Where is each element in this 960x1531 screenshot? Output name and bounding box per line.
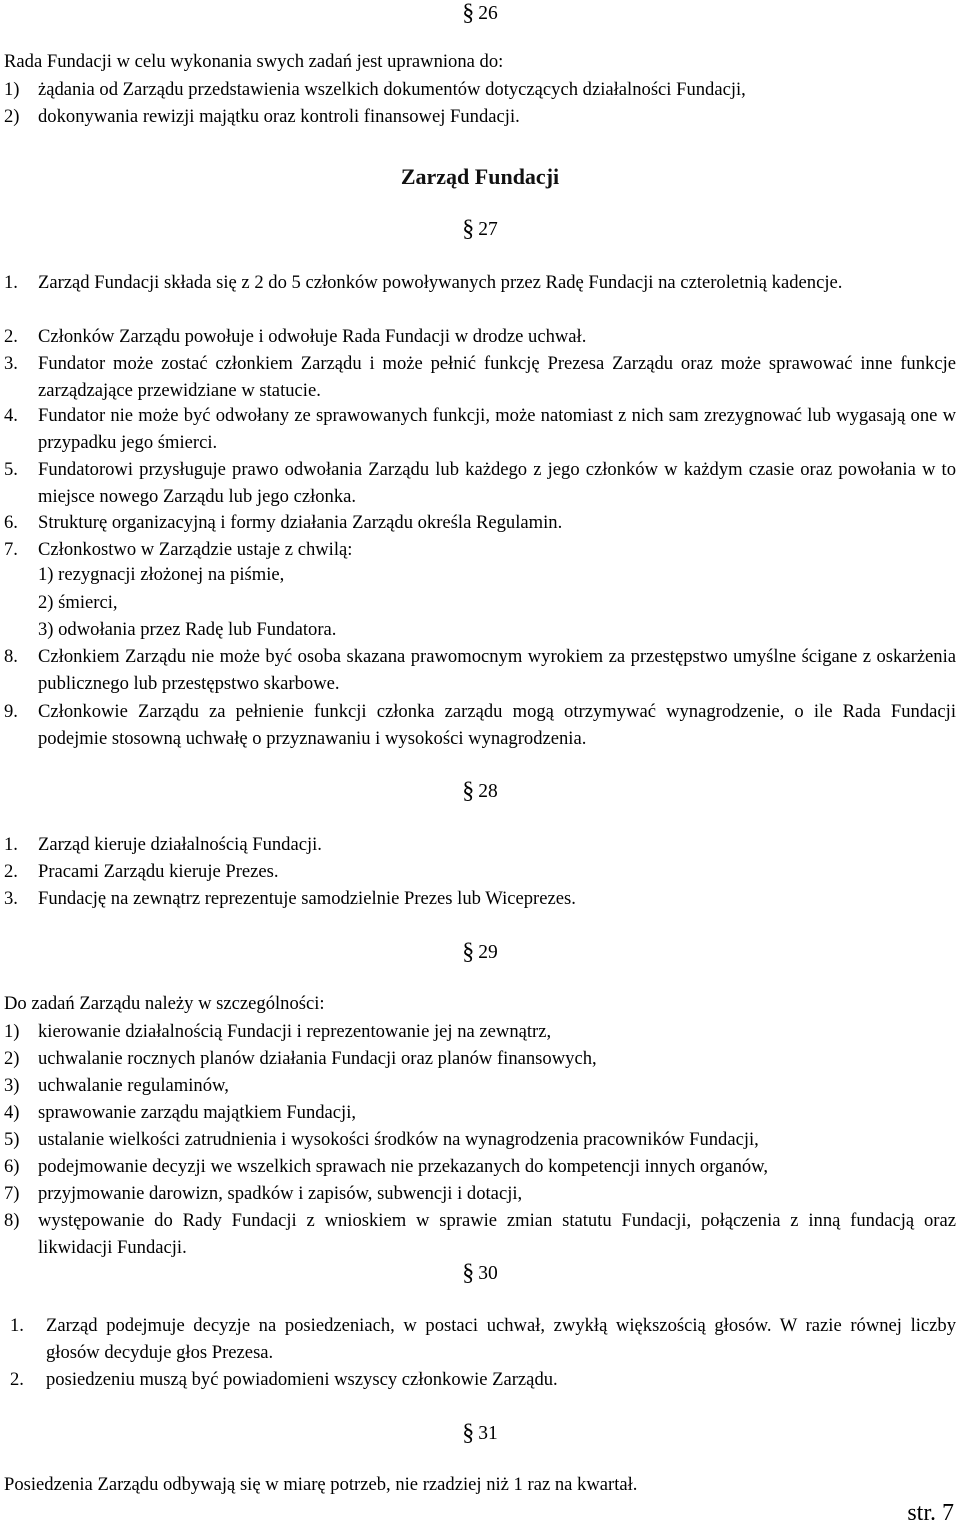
par31-text: Posiedzenia Zarządu odbywają się w miarę potrzeb, nie rzadziej niż 1 raz na kwartał.	[4, 1474, 638, 1495]
intro-lead: Rada Fundacji w celu wykonania swych zadań jest uprawniona do:	[4, 51, 504, 72]
section-26-heading: § 26	[462, 0, 498, 26]
par27-7-sub-1: 1) rezygnacji złożonej na piśmie,	[38, 564, 285, 585]
section-29-heading: § 29	[462, 939, 498, 965]
section-27-heading: § 27	[462, 216, 498, 242]
section-30-heading: § 30	[462, 1260, 498, 1286]
par29-lead: Do zadań Zarządu należy w szczególności:	[4, 993, 325, 1014]
section-31-heading: § 31	[462, 1420, 498, 1446]
par27-7-sub-2: 2) śmierci,	[38, 592, 118, 613]
document-page: § 26 Rada Fundacji w celu wykonania swych zadań jest uprawniona do: 1) żądania od Zarządu przedstawienia wszelkich dokumentów dotyczących działalności Fundacji, 2) dokonywania rewizji majątku oraz kontroli finansowej Fundacji. Zarząd Fundacji § 27 1. Zarząd Fundacji składa się z 2 do 5 członków powoływanych przez Radę Fundacji na czteroletnią kadencje. 2. Członków Zarządu powołuje i odwołuje Rada Fundacji w drodze uchwał. 3. Fundator może zostać członkiem Zarządu i może pełnić funkcję Prezesa Zarządu oraz może sprawować inne funkcje zarządzające przewidziane w statucie. 4. Fundator nie może być odwołany ze sprawowanych funkcji, może natomiast z nich sam zrezygnować lub wygasają one w przypadku jego śmierci. 5. Fundatorowi przysługuje prawo odwołania Zarządu lub każdego z jego członków w każdym czasie oraz powołania w to miejsce nowego Zarządu lub jego członka. 6. Strukturę organizacyjną i formy działania Zarządu określa Regulamin. 7. Członkostwo w Zarządzie ustaje z chwilą: 1) rezygnacji złożonej na piśmie, 2) śmierci, 3) odwołania przez Radę lub Fundatora. 8. Członkiem Zarządu nie może być osoba skazana prawomocnym wyrokiem za przestępstwo umyślne ścigane z oskarżenia publicznego lub przestępstwo skarbowe. 9. Członkowie Zarządu za pełnienie funkcji członka zarządu mogą otrzymywać wynagrodzenie, o ile Rada Fundacji podejmie stosowną uchwałę o przyznawaniu i wysokości wynagrodzenia. § 28 1. Zarząd kieruje działalnością Fundacji. 2. Pracami Zarządu kieruje Prezes. 3. Fundację na zewnątrz reprezentuje samodzielnie Prezes lub Wiceprezes. § 29 Do zadań Zarządu należy w szczególności: 1) kierowanie działalnością Fundacji i reprezentowanie jej na zewnątrz, 2) uchwalanie rocznych planów działania Fundacji oraz planów finansowych, 3) uchwalanie regulaminów, 4) sprawowanie zarządu majątkiem Fundacji, 5) ustalanie wielkości zatrudnienia i wysokości środków na wynagrodzenia pracowników Fundacji, 6) podejmowanie decyzji we wszelkich sprawach nie przekazanych do kompetencji innych organów, 7) przyjmowanie darowizn, spadków i zapisów, subwencji i dotacji, 8) występowanie do Rady Fundacji z wnioskiem w sprawie zmian statutu Fundacji, połączenia z inną fundacją oraz likwidacji Fundacji. § 30 1. Zarząd podejmuje decyzje na posiedzeniach, w postaci uchwał, zwykłą większością głosów. W razie równej liczby głosów decyduje głos Prezesa. 2. posiedzeniu muszą być powiadomieni wszyscy członkowie Zarządu. § 31 Posiedzenia Zarządu odbywają się w miarę potrzeb, nie rzadziej niż 1 raz na kwartał. str. 7	[0, 0, 960, 1531]
chapter-heading: Zarząd Fundacji	[400, 164, 560, 189]
par27-7-sub-3: 3) odwołania przez Radę lub Fundatora.	[38, 619, 337, 640]
section-symbol: §	[462, 0, 475, 26]
section-28-heading: § 28	[462, 778, 498, 804]
page-number: str. 7	[907, 1500, 954, 1526]
